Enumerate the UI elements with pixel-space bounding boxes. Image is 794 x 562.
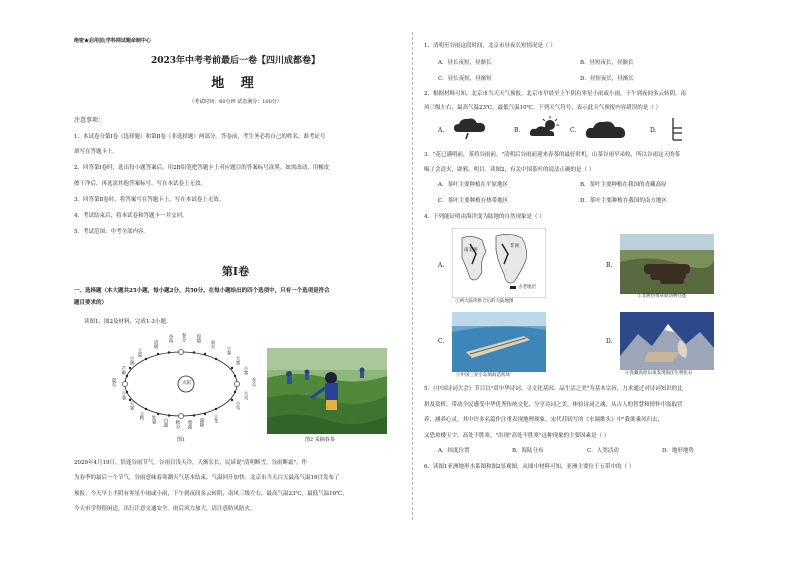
question-3-option-d[interactable]: D．茶叶主要种植在我国的南方地区 [580, 198, 667, 204]
solar-term-label: 谷雨 [168, 334, 173, 343]
island-airport-photo [452, 312, 546, 372]
column-divider [412, 32, 413, 520]
wind-symbol-icon [668, 116, 688, 142]
question-1-option-a[interactable]: A．昼长夜短，昼渐长 [438, 60, 492, 66]
question-5-option-c[interactable]: C．人类活动 [587, 448, 619, 454]
solar-term-label: 霜降 [199, 418, 204, 427]
question-2-option-b[interactable]: B. [514, 127, 521, 134]
question-1-option-b[interactable]: B．昼短夜长，昼渐长 [580, 60, 634, 66]
solar-term-label: 白露 [163, 418, 168, 427]
top-left-note: 绝密★启用前|学科网试题命制中心 [74, 38, 151, 44]
part1-instruction: 题目要求的） [74, 300, 108, 306]
question-3-option-c[interactable]: C．茶叶主要种植在热带地区 [438, 198, 509, 204]
solar-term-label: 立秋 [139, 411, 144, 420]
question-2-option-a[interactable]: A. [438, 127, 445, 134]
question-5-option-d[interactable]: D．地形地势 [662, 448, 694, 454]
question-4-option-b[interactable]: B. [606, 262, 613, 269]
question-5-stem: 拼及赏析，带动全民感受中华优秀传统文化，分享诗词之美，体验诗词之魂，从古人的智慧和情怀中汲取营 [424, 402, 683, 408]
question-5-stem: 养，涵养心灵。其中许多名篇作注重表现地理现象。宋代苏轼写的《水调歌头》中"我欲乘风归去， [424, 417, 664, 423]
note-line: 5．考试范围：中考全部内容。 [74, 229, 150, 235]
question-3-stem: 3．"花已满明前，茶将谷雨前。"清明后谷雨前迎来春茶的最好时机。山茶谷雨早采收，所以谷雨这天的茶 [424, 152, 681, 158]
passage-line: 为春季的最后一个节气，谷雨意味着寒潮天气基本结束，气温回升加快。北京市当天白天最高气温19日发布了 [74, 475, 340, 481]
solar-term-label: 雨水 [210, 340, 215, 349]
question-4-option-d[interactable]: D. [606, 338, 613, 345]
sun-label: 太阳 [182, 381, 191, 386]
solar-term-label: 大寒 [235, 356, 240, 365]
option-caption: ④青藏高原山顶发现海洋生物化石 [625, 371, 693, 376]
question-5-stem: 又恐琼楼玉宇，高处不胜寒。"出现"高处不胜寒"这种现象的主要因素是（ ） [424, 433, 610, 439]
note-line: 3．回答第Ⅱ卷时，将答案写在答题卡上。写在本试卷上无效。 [74, 197, 225, 203]
question-1-option-d[interactable]: D．昼短夜长，昼渐长 [580, 76, 634, 82]
solar-term-label: 小雪 [235, 401, 240, 410]
passage-line: 预报：今天早上半阴有零星小雨或小雨，下午到夜间多云转阴，南风三级左右，最高气温23℃，最低气温10℃。 [74, 491, 348, 497]
solar-term-label: 冬至 [251, 378, 256, 387]
map-label: 非洲 [510, 244, 519, 249]
question-6-stem: 6．读图1亚洲地形水系图和图2景观图，从图中材料可知，亚洲主要位于五带中的（ ） [424, 464, 635, 470]
exam-info: （考试时间：60分钟 试卷满分：100分） [189, 99, 282, 105]
plateau-fossil-photo [620, 312, 714, 370]
solar-term-label: 芒种 [121, 366, 126, 375]
question-5-stem: 5．《中国诗词大会》节目以"赏中华诗词、寻文化基因、品生活之美"为基本宗旨，力求通过对诗词知识的比 [424, 386, 683, 392]
solar-term-label: 夏至 [111, 378, 116, 387]
question-5-option-a[interactable]: A．纬度位置 [438, 448, 470, 454]
subject-title: 地 理 [211, 76, 260, 91]
solar-term-label: 秋分 [175, 420, 180, 429]
savanna-migration-photo [620, 234, 714, 294]
note-line: 1．本试卷分第Ⅰ卷（选择题）和第Ⅱ卷（非选择题）两部分。答卷前，考生务必将自己的姓名、准考证号 [74, 134, 326, 140]
question-2-stem: 2．根据材料可知，北京市当天天气预报，北京市早晨至上午阴有零星小雨或小雨，下午到夜间多云转阴，南 [424, 91, 687, 97]
notes-heading: 注意事项： [74, 117, 105, 124]
question-4-stem: 4．下列能证明由海洋变为陆地的自然现象是（ ） [424, 214, 545, 220]
solar-term-label: 处暑 [151, 415, 156, 424]
map-label: 南美洲 [464, 248, 478, 253]
passage-line: 今天市学得很闲适，出行注意交通安全。雨后风力加大，请注意防风防火。 [74, 506, 256, 512]
question-5-option-b[interactable]: B．海陆分布 [512, 448, 544, 454]
note-line: 填写在答题卡上。 [74, 149, 119, 155]
note-line: 4．考试结束后，将本试卷和答题卡一并交回。 [74, 213, 188, 219]
note-line: 擦干净后，再选涂其他答案标号。写在本试卷上无效。 [74, 181, 207, 187]
solar-term-label: 立春 [226, 346, 231, 355]
part1-instruction: 一、选择题（本大题共25小题，每小题2分，共50分。在每小题给出的四个选项中，只有一个选项是符合 [74, 288, 330, 294]
question-2-stem: 风三级左右，最高气温23℃，最低气温10℃。下列天气符号，表示此天气预报内容错误的是（ ） [424, 105, 662, 111]
solar-term-label: 立冬 [213, 414, 218, 423]
note-line: 2．回答第Ⅰ卷时，选出每小题答案后，用2B铅笔把答题卡上对应题目的答案标号涂黑。如需改动，用橡皮 [74, 165, 330, 171]
left-column [74, 0, 397, 562]
sunny-cloudy-icon [528, 116, 564, 140]
option-caption: ②非洲热带草原动物迁徙 [637, 294, 687, 299]
solar-term-label: 春分 [181, 333, 186, 342]
part1-title: 第Ⅰ卷 [221, 265, 250, 278]
exam-title: 2023年中考考前最后一卷【四川成都卷】 [150, 56, 321, 66]
solar-term-label: 大暑 [129, 401, 134, 410]
solar-term-label: 清明 [153, 340, 158, 349]
overcast-icon [584, 118, 628, 140]
figure1-caption: 图1 [177, 437, 186, 443]
question-2-option-c[interactable]: C. [570, 127, 577, 134]
question-1-option-c[interactable]: C．昼长夜短，昼渐短 [438, 76, 492, 82]
question-3-stem: 喝了会清火，辟邪，明目。读图2，有关中国茶叶的说法正确的是（ ） [424, 167, 595, 173]
option-caption: ③中国三亚小岛填海造机场 [456, 373, 510, 378]
solar-term-label: 小暑 [121, 391, 126, 400]
figure2-caption: 图2 采摘春茶 [305, 437, 335, 443]
option-caption: ①两大陆块拼合后的大陆地图 [455, 299, 514, 304]
solar-term-label: 寒露 [187, 420, 192, 429]
question-4-option-a[interactable]: A. [438, 262, 445, 269]
question-3-option-a[interactable]: A．茶叶主要种植在平原地区 [438, 182, 508, 188]
question-2-option-d[interactable]: D. [650, 127, 657, 134]
solar-term-label: 小满 [129, 356, 134, 365]
solar-term-label: 立夏 [137, 348, 142, 357]
passage-line: 2020年4月19日，恰逢谷雨节气。谷雨目浅天冷，天渐长长，民谚说"清明断雪，谷雨断霜"。作 [74, 460, 308, 466]
solar-term-label: 惊蛰 [196, 334, 201, 343]
right-column [424, 0, 744, 562]
question-1-stem: 1．清明至谷雨这段时间，北京市昼夜长短情况是（ ） [424, 43, 556, 49]
question-4-option-c[interactable]: C. [438, 338, 445, 345]
solar-terms-diagram [106, 334, 256, 438]
solar-term-label: 大雪 [243, 391, 248, 400]
read-prompt: 读图1、图2及材料，完成1-3小题。 [84, 319, 172, 325]
cloudy-rain-icon [452, 116, 488, 140]
solar-term-label: 小寒 [243, 366, 248, 375]
question-3-option-b[interactable]: B．茶叶主要种植在我国的青藏高原 [580, 182, 667, 188]
tea-picking-photo [267, 348, 387, 434]
map-label: 古老地层 [518, 285, 536, 290]
